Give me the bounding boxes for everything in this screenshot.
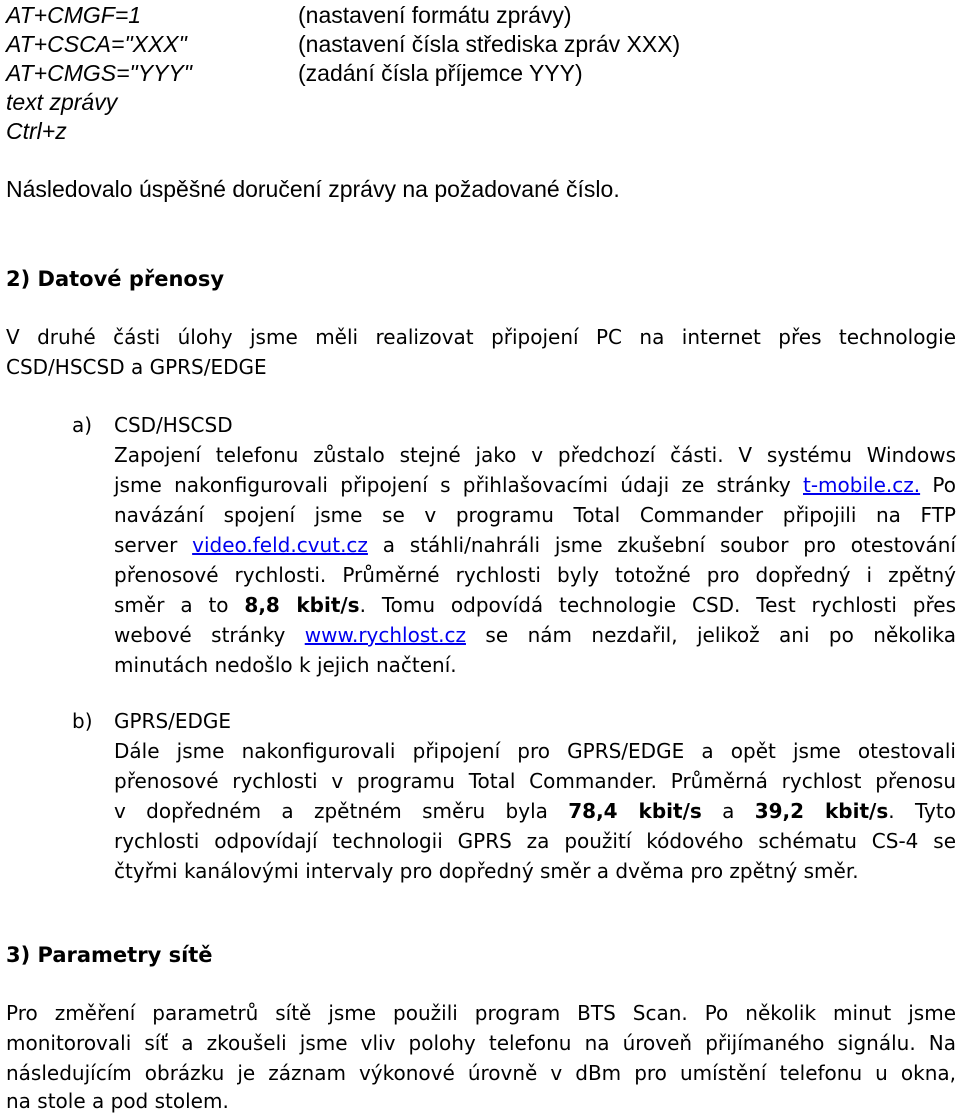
line-text: . Tomu odpovídá technologie CSD. Test rychlosti přes bbox=[359, 593, 956, 617]
command-description: (zadání čísla příjemce YYY) bbox=[298, 60, 583, 86]
rychlost-link-tld[interactable]: cz bbox=[444, 623, 466, 647]
line-text: Po bbox=[920, 473, 956, 497]
line-text: v dopředném a zpětném směru byla bbox=[114, 799, 569, 823]
paragraph-line bbox=[114, 620, 956, 650]
paragraph-line: V druhé části úlohy jsme měli realizovat připojení PC na internet přes technologie bbox=[6, 325, 956, 349]
line-text: směr a to bbox=[114, 593, 245, 617]
paragraph-line: přenosové rychlosti. Průměrné rychlosti byly totožné pro dopředný i zpětný bbox=[114, 563, 956, 587]
paragraph-line: navázání spojení jsme se v programu Total Commander připojili na FTP bbox=[114, 503, 956, 527]
t-mobile-link[interactable]: t-mobile.cz. bbox=[803, 473, 921, 497]
subsection-label: a) bbox=[72, 413, 93, 437]
paragraph-line: přenosové rychlosti v programu Total Commander. Průměrná rychlost přenosu bbox=[114, 769, 956, 793]
result-sentence: Následovalo úspěšné doručení zprávy na požadované číslo. bbox=[6, 176, 620, 202]
paragraph-line: čtyřmi kanálovými intervaly pro dopředný směr a dvěma pro zpětný směr. bbox=[114, 859, 859, 883]
subsection-title: GPRS/EDGE bbox=[114, 709, 232, 733]
paragraph-line: na stole a pod stolem. bbox=[6, 1089, 229, 1113]
command-description: (nastavení čísla střediska zpráv XXX) bbox=[298, 31, 681, 57]
line-text: server bbox=[114, 533, 193, 557]
line-text: jsme nakonfigurovali připojení s přihlašovacími údaji ze stránky bbox=[114, 473, 803, 497]
paragraph-line: minutách nedošlo k jejich načtení. bbox=[114, 653, 457, 677]
paragraph-line: Pro změření parametrů sítě jsme použili program BTS Scan. Po několik minut jsme bbox=[6, 1001, 956, 1025]
command-description: (nastavení formátu zprávy) bbox=[298, 2, 572, 28]
speed-value: 39,2 kbit/s bbox=[754, 799, 889, 823]
section-heading-3: 3) Parametry sítě bbox=[6, 943, 213, 967]
line-text: se nám nezdařil, jelikož ani po několika bbox=[465, 623, 956, 647]
paragraph-line: monitorovali síť a zkoušeli jsme vliv polohy telefonu na úroveň přijímaného signálu. Na bbox=[6, 1031, 956, 1055]
at-command: text zprávy bbox=[6, 89, 118, 115]
subsection-label: b) bbox=[72, 709, 93, 733]
speed-value: 8,8 kbit/s bbox=[244, 593, 360, 617]
at-command: AT+CSCA="XXX" bbox=[6, 31, 187, 57]
section-heading-2: 2) Datové přenosy bbox=[6, 267, 225, 291]
paragraph-line bbox=[114, 470, 956, 500]
paragraph-line: Dále jsme nakonfigurovali připojení pro GPRS/EDGE a opět jsme otestovali bbox=[114, 739, 956, 763]
at-command: AT+CMGS="YYY" bbox=[6, 60, 192, 86]
paragraph-line: CSD/HSCSD a GPRS/EDGE bbox=[6, 355, 267, 379]
at-command: Ctrl+z bbox=[6, 118, 67, 144]
line-text: . Tyto bbox=[888, 799, 956, 823]
at-command: AT+CMGF=1 bbox=[6, 2, 142, 28]
rychlost-link[interactable]: www.rychlost. bbox=[304, 623, 445, 647]
speed-value: 78,4 kbit/s bbox=[568, 799, 702, 823]
line-text: webové stránky bbox=[114, 623, 305, 647]
line-text: a stáhli/nahráli jsme zkušební soubor pro otestování bbox=[367, 533, 957, 557]
ftp-server-link-tld[interactable]: cz bbox=[346, 533, 368, 557]
paragraph-line: následujícím obrázku je záznam výkonové úrovně v dBm pro umístění telefonu u okna, bbox=[6, 1061, 956, 1085]
paragraph-line: rychlosti odpovídají technologii GPRS za použití kódového schématu CS-4 se bbox=[114, 829, 956, 853]
ftp-server-link[interactable]: video.feld.cvut. bbox=[192, 533, 347, 557]
subsection-title: CSD/HSCSD bbox=[114, 413, 233, 437]
paragraph-line: Zapojení telefonu zůstalo stejné jako v předchozí části. V systému Windows bbox=[114, 443, 956, 467]
line-text: a bbox=[701, 799, 755, 823]
paragraph-line bbox=[114, 530, 956, 560]
paragraph-line bbox=[114, 590, 956, 620]
paragraph-line bbox=[114, 796, 956, 826]
